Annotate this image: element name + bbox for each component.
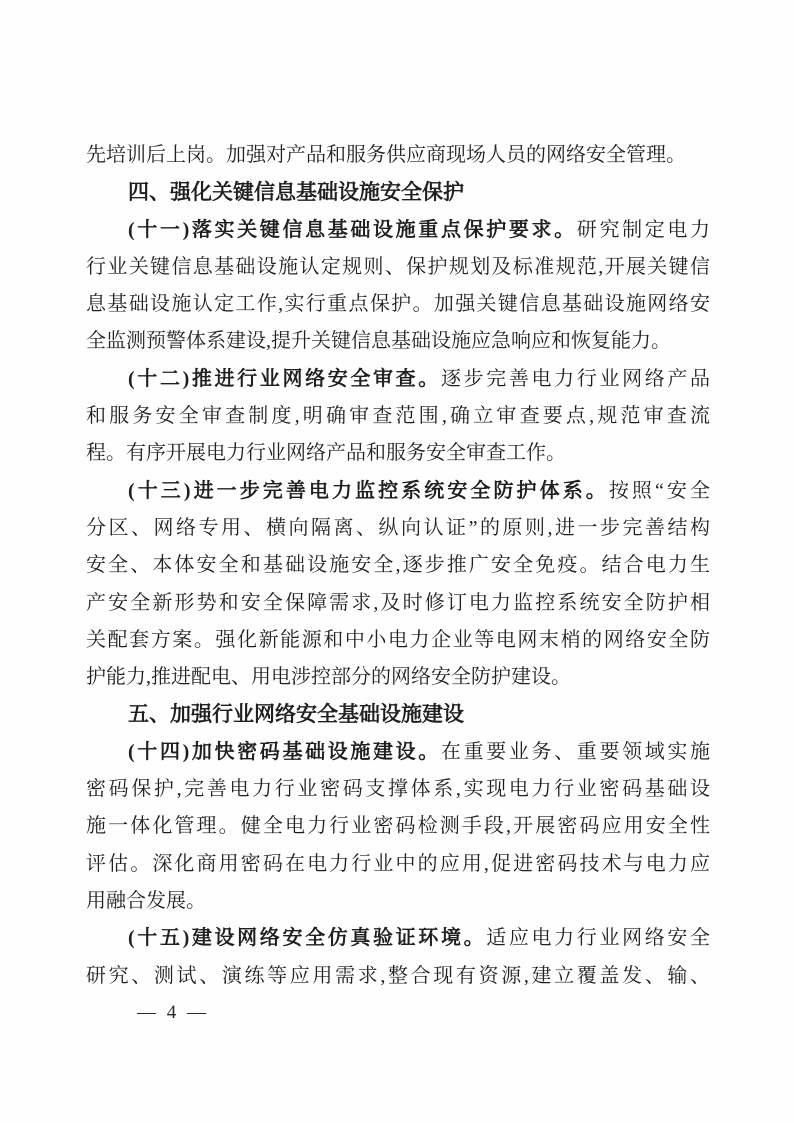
text-line: 施一体化管理。健全电力行业密码检测手段,开展密码应用安全性 [86,815,710,838]
line-text: 适应电力行业网络安全 [486,927,711,950]
text-line: 先培训后上岗。加强对产品和服务供应商现场人员的网络安全管理。 [86,144,686,166]
text-line [86,361,710,398]
text-line: 产安全新形势和安全保障需求,及时修订电力监控系统安全防护相 [86,591,710,614]
text-line [86,920,710,957]
text-line [86,212,710,249]
text-line: 安全、本体安全和基础设施安全,逐步推广安全免疫。结合电力生 [86,554,710,577]
line-text: 逐步完善电力行业网络产品 [440,367,711,390]
text-line: 程。有序开展电力行业网络产品和服务安全审查工作。 [86,442,566,465]
paragraph-lead: (十一)落实关键信息基础设施重点保护要求。 [128,218,577,241]
text-line: 行业关键信息基础设施认定规则、保护规划及标准规范,开展关键信 [86,255,710,278]
line-text: 按照“安全 [608,479,710,502]
text-line: 分区、网络专用、横向隔离、纵向认证”的原则,进一步完善结构 [86,516,710,539]
line-text: 研究制定电力 [576,218,711,241]
text-line: 和服务安全审查制度,明确审查范围,确立审查要点,规范审查流 [86,405,710,428]
text-line: 评估。深化商用密码在电力行业中的应用,促进密码技术与电力应 [86,852,710,875]
document-body [86,137,710,995]
text-line: 息基础设施认定工作,实行重点保护。加强关键信息基础设施网络安 [86,293,710,316]
text-line: 护能力,推进配电、用电涉控部分的网络安全防护建设。 [86,666,571,689]
paragraph-lead: (十二)推进行业网络安全审查。 [128,367,441,390]
section-heading: 五、加强行业网络安全基础设施建设 [128,703,464,727]
paragraph-lead: (十四)加快密码基础设施建设。 [128,740,441,763]
text-line: 全监测预警体系建设,提升关键信息基础设施应急响应和恢复能力。 [86,330,671,353]
text-line [86,734,710,771]
page-number: — 4 — [137,1002,209,1023]
line-text: 在重要业务、重要领域实施 [440,740,711,763]
text-line: 密码保护,完善电力行业密码支撑体系,实现电力行业密码基础设 [86,778,710,801]
section-heading: 四、强化关键信息基础设施安全保护 [128,181,464,205]
text-line: 研究、测试、演练等应用需求,整合现有资源,建立覆盖发、输、 [86,964,710,987]
text-line: 用融合发展。 [86,889,206,912]
paragraph-lead: (十三)进一步完善电力监控系统安全防护体系。 [128,479,609,502]
text-line [86,473,710,510]
text-line: 关配套方案。强化新能源和中小电力企业等电网末梢的网络安全防 [86,628,710,651]
paragraph-lead: (十五)建设网络安全仿真验证环境。 [128,927,487,950]
